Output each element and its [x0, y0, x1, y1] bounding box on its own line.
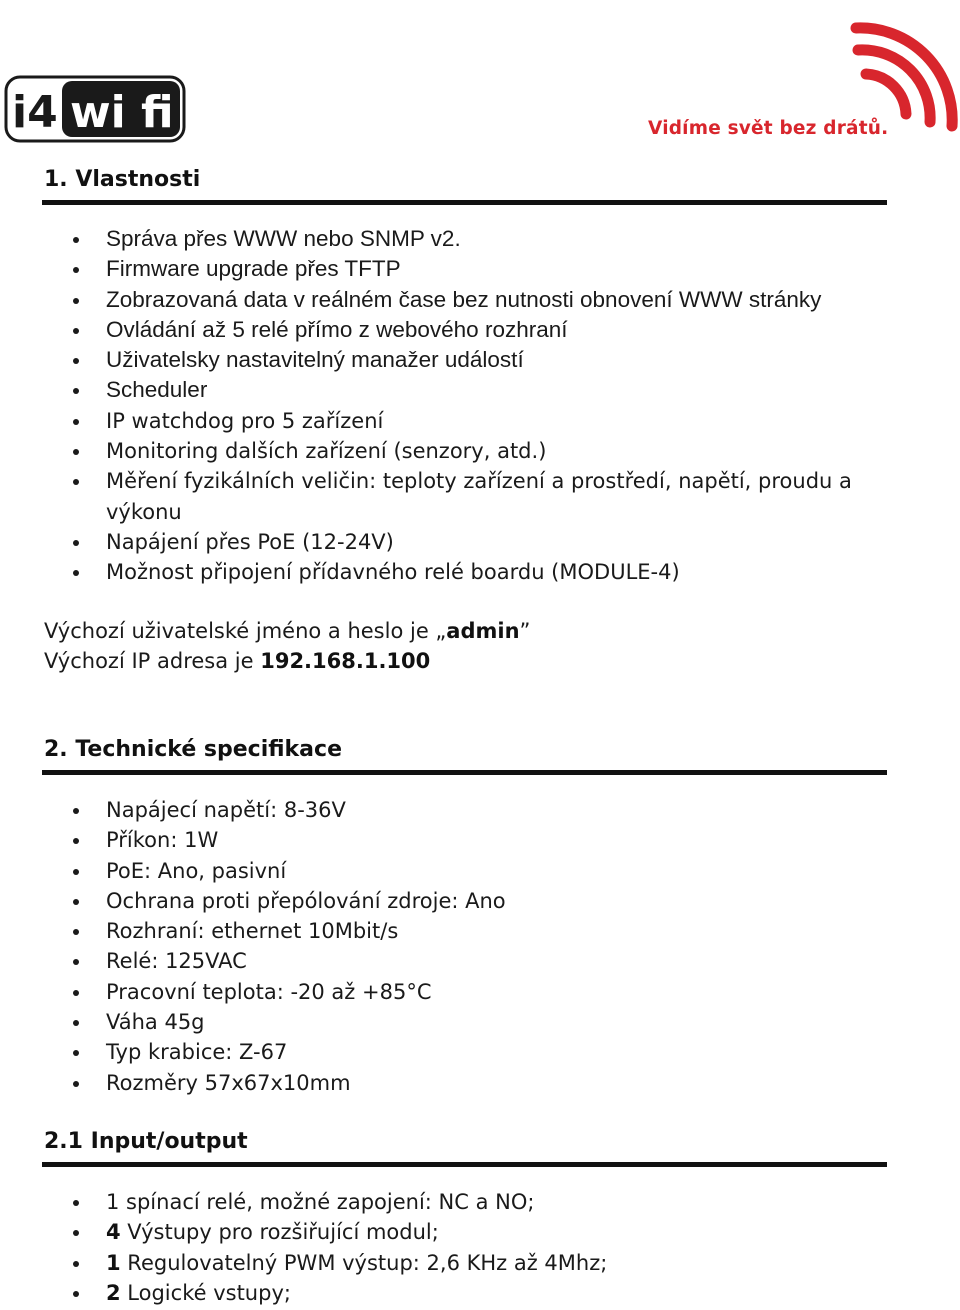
list-item: Ochrana proti přepólování zdroje: Ano — [0, 886, 506, 916]
list-item — [0, 1217, 607, 1247]
list-item: Možnost připojení přídavného relé boardu (MODULE-4) — [0, 557, 871, 587]
list-item — [0, 1187, 607, 1217]
list-item: Relé: 125VAC — [0, 946, 506, 976]
list-item — [0, 1248, 607, 1278]
section-title-properties: 1. Vlastnosti — [44, 167, 201, 192]
list-item: Příkon: 1W — [0, 825, 506, 855]
list-item: Uživatelsky nastavitelný manažer událostí — [0, 345, 871, 375]
default-login-label: Výchozí uživatelské jméno a heslo je „ — [44, 619, 447, 643]
list-item: Pracovní teplota: -20 až +85°C — [0, 977, 506, 1007]
io-text: Výstupy pro rozšiřující modul; — [120, 1220, 439, 1245]
io-text: 1 spínací relé, možné zapojení: NC a NO; — [106, 1190, 535, 1214]
list-item: Napájení přes PoE (12-24V) — [0, 527, 871, 557]
io-count: 2 — [106, 1280, 121, 1305]
i4wifi-logo — [4, 75, 186, 143]
list-item: Zobrazovaná data v reálném čase bez nutnosti obnovení WWW stránky — [0, 285, 871, 315]
specs-list — [0, 795, 506, 1098]
default-ip-value: 192.168.1.100 — [260, 649, 431, 673]
default-ip-label: Výchozí IP adresa je — [44, 649, 261, 673]
list-item: Ovládání až 5 relé přímo z webového rozhraní — [0, 315, 871, 345]
list-item: Váha 45g — [0, 1007, 506, 1037]
section-divider — [42, 200, 887, 205]
list-item: Rozhraní: ethernet 10Mbit/s — [0, 916, 506, 946]
slogan: Vidíme svět bez drátů. — [648, 118, 889, 139]
list-item — [0, 1278, 607, 1308]
default-login-value: admin — [446, 619, 520, 643]
section-divider — [42, 1162, 887, 1167]
io-count: 4 — [106, 1220, 121, 1245]
svg-text:i4: i4 — [12, 87, 58, 138]
list-item: Měření fyzikálních veličin: teploty zařízení a prostředí, napětí, proudu a výkonu — [0, 466, 871, 527]
properties-list — [0, 224, 871, 588]
list-item: Správa přes WWW nebo SNMP v2. — [0, 224, 871, 254]
default-ip-line — [44, 649, 430, 673]
io-text: Logické vstupy; — [120, 1280, 291, 1305]
io-text: Regulovatelný PWM výstup: 2,6 KHz až 4Mhz; — [120, 1250, 608, 1275]
list-item: Scheduler — [0, 375, 871, 405]
list-item: Napájecí napětí: 8-36V — [0, 795, 506, 825]
list-item: IP watchdog pro 5 zařízení — [0, 406, 871, 436]
list-item: Rozměry 57x67x10mm — [0, 1068, 506, 1098]
io-list — [0, 1187, 607, 1308]
quote-mark: ” — [519, 619, 531, 643]
io-count: 1 — [106, 1250, 121, 1275]
section-title-io: 2.1 Input/output — [44, 1129, 248, 1154]
section-divider — [42, 770, 887, 775]
section-title-specs: 2. Technické specifikace — [44, 737, 342, 762]
list-item: PoE: Ano, pasivní — [0, 856, 506, 886]
list-item: Monitoring dalších zařízení (senzory, atd.) — [0, 436, 871, 466]
svg-text:wi fi: wi fi — [70, 87, 174, 138]
list-item: Typ krabice: Z-67 — [0, 1037, 506, 1067]
list-item: Firmware upgrade přes TFTP — [0, 254, 871, 284]
default-login-line — [44, 619, 530, 643]
